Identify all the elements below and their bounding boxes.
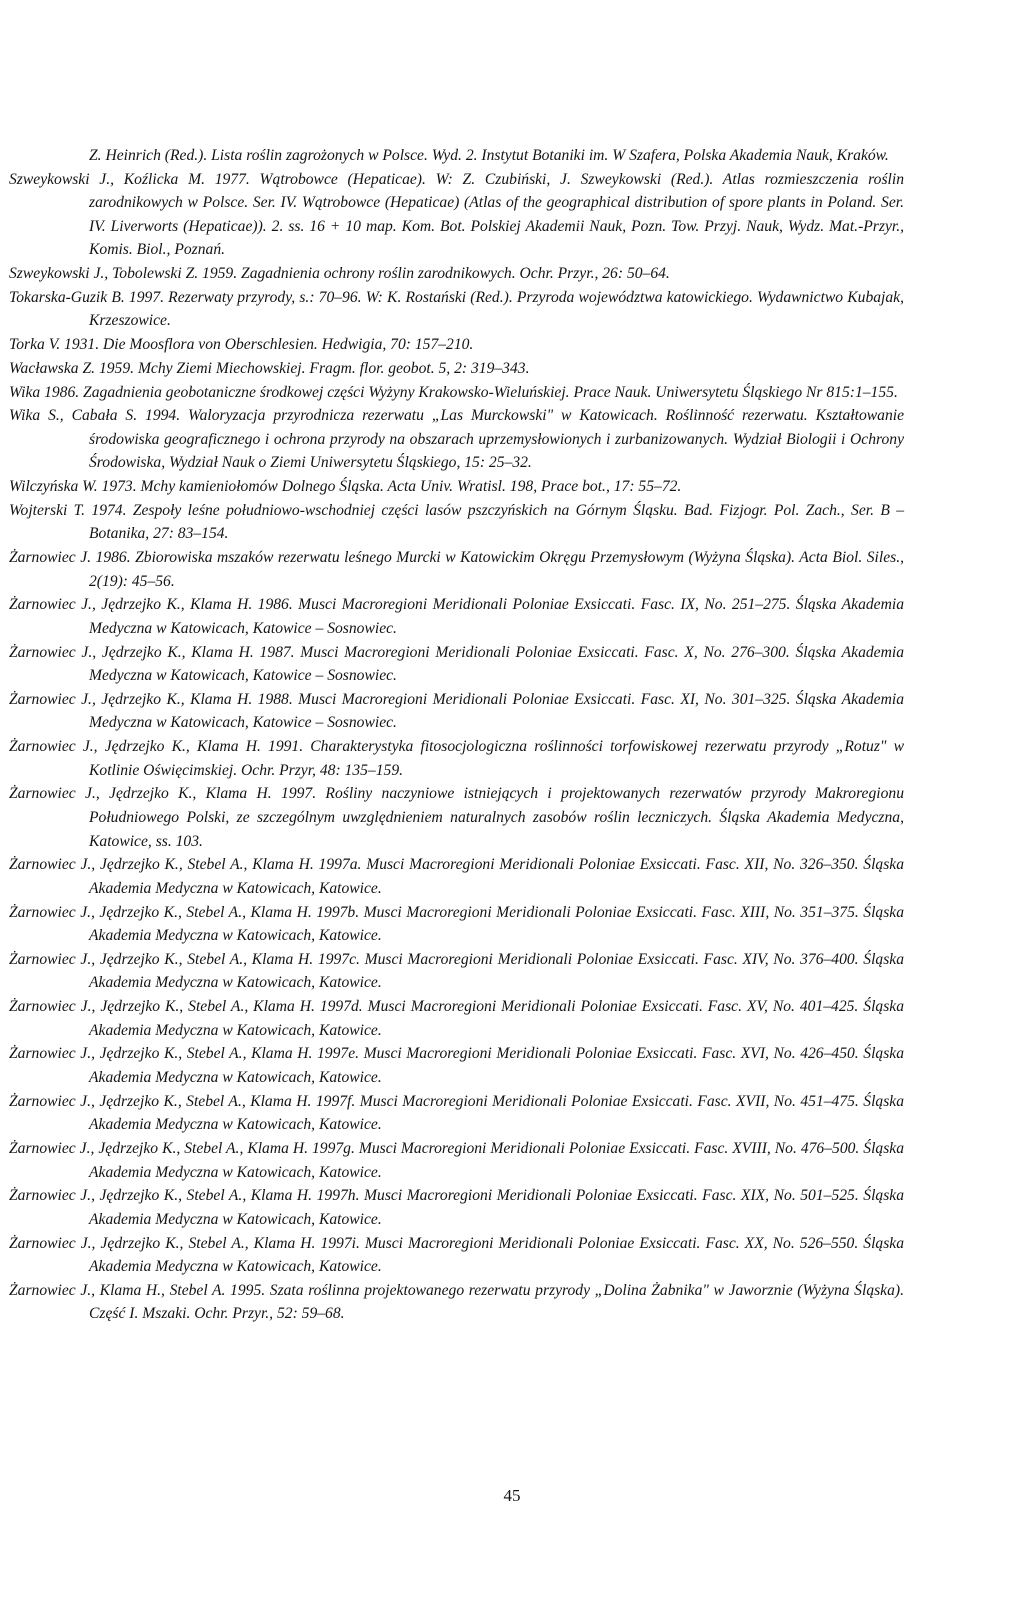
reference-item: Żarnowiec J., Jędrzejko K., Stebel A., Klama H. 1997e. Musci Macroregioni Meridionali Poloniae Exsiccati. Fasc. XVI, No. 426–450. Śląska Akademia Medyczna w Katowicach, Katowice.	[9, 1045, 904, 1087]
reference-item: Żarnowiec J., Jędrzejko K., Klama H. 1987. Musci Macroregioni Meridionali Poloniae Exsiccati. Fasc. X, No. 276–300. Śląska Akademia Medyczna w Katowicach, Katowice – Sosnowiec.	[9, 643, 904, 685]
reference-item: Żarnowiec J. 1986. Zbiorowiska mszaków rezerwatu leśnego Murcki w Katowickim Okręgu Przemysłowym (Wyżyna Śląska). Acta Biol. Siles., 2(19): 45–56.	[9, 549, 904, 590]
reference-item: Wika 1986. Zagadnienia geobotaniczne środkowej części Wyżyny Krakowsko-Wieluńskiej. Prace Nauk. Uniwersytetu Śląskiego Nr 815:1–155.	[9, 383, 898, 401]
reference-item: Żarnowiec J., Jędrzejko K., Stebel A., Klama H. 1997h. Musci Macroregioni Meridionali Poloniae Exsiccati. Fasc. XIX, No. 501–525. Śląska Akademia Medyczna w Katowicach, Katowice.	[9, 1187, 904, 1228]
reference-item: Wika S., Cabała S. 1994. Waloryzacja przyrodnicza rezerwatu „Las Murckowski" w Katowicach. Roślinność rezerwatu. Kształtowanie środowiska geograficznego i ochrona przyrody na obszarach uprzemysłowionych i zurbanizowanych. Wydział Biologii i Ochrony Środowiska, Wydział Nauk o Ziemi Uniwersytetu Śląskiego, 15: 25–32.	[9, 407, 904, 472]
reference-list	[9, 144, 904, 1326]
reference-item: Torka V. 1931. Die Moosflora von Oberschlesien. Hedwigia, 70: 157–210.	[9, 336, 474, 354]
reference-item: Żarnowiec J., Jędrzejko K., Stebel A., Klama H. 1997c. Musci Macroregioni Meridionali Poloniae Exsiccati. Fasc. XIV, No. 376–400. Śląska Akademia Medyczna w Katowicach, Katowice.	[9, 950, 904, 992]
reference-item: Żarnowiec J., Jędrzejko K., Klama H. 1997. Rośliny naczyniowe istniejących i projektowanych rezerwatów przyrody Makroregionu Południowego Polski, ze szczególnym uwzględnieniem naturalnych zasobów roślin leczniczych. Śląska Akademia Medyczna, Katowice, ss. 103.	[9, 785, 904, 850]
reference-item: Żarnowiec J., Jędrzejko K., Stebel A., Klama H. 1997a. Musci Macroregioni Meridionali Poloniae Exsiccati. Fasc. XII, No. 326–350. Śląska Akademia Medyczna w Katowicach, Katowice.	[9, 856, 904, 897]
reference-item: Szweykowski J., Koźlicka M. 1977. Wątrobowce (Hepaticae). W: Z. Czubiński, J. Szweykowski (Red.). Atlas rozmieszczenia roślin zarodnikowych w Polsce. Ser. IV. Wątrobowce (Hepaticae) (Atlas of the geographical distribution of spore plants in Poland. Ser. IV. Liverworts (Hepaticae)). 2. ss. 16 + 10 map. Kom. Bot. Polskiej Akademii Nauk, Pozn. Tow. Przyj. Nauk, Wydz. Mat.-Przyr., Komis. Biol., Poznań.	[9, 170, 904, 259]
reference-item: Żarnowiec J., Jędrzejko K., Stebel A., Klama H. 1997i. Musci Macroregioni Meridionali Poloniae Exsiccati. Fasc. XX, No. 526–550. Śląska Akademia Medyczna w Katowicach, Katowice.	[9, 1234, 904, 1276]
reference-item: Żarnowiec J., Jędrzejko K., Klama H. 1991. Charakterystyka fitosocjologiczna roślinności torfowiskowej rezerwatu przyrody „Rotuz" w Kotlinie Oświęcimskiej. Ochr. Przyr, 48: 135–159.	[9, 738, 904, 779]
reference-item: Żarnowiec J., Jędrzejko K., Stebel A., Klama H. 1997g. Musci Macroregioni Meridionali Poloniae Exsiccati. Fasc. XVIII, No. 476–500. Śląska Akademia Medyczna w Katowicach, Katowice.	[9, 1140, 904, 1181]
reference-item: Szweykowski J., Tobolewski Z. 1959. Zagadnienia ochrony roślin zarodnikowych. Ochr. Przyr., 26: 50–64.	[9, 265, 670, 283]
reference-item: Żarnowiec J., Klama H., Stebel A. 1995. Szata roślinna projektowanego rezerwatu przyrody „Dolina Żabnika" w Jaworznie (Wyżyna Śląska). Część I. Mszaki. Ochr. Przyr., 52: 59–68.	[9, 1281, 904, 1323]
reference-item: Żarnowiec J., Jędrzejko K., Stebel A., Klama H. 1997d. Musci Macroregioni Meridionali Poloniae Exsiccati. Fasc. XV, No. 401–425. Śląska Akademia Medyczna w Katowicach, Katowice.	[9, 998, 904, 1039]
page-number: 45	[503, 1486, 521, 1505]
reference-item: Wilczyńska W. 1973. Mchy kamieniołomów Dolnego Śląska. Acta Univ. Wratisl. 198, Prace bot., 17: 55–72.	[9, 478, 682, 496]
reference-item: Z. Heinrich (Red.). Lista roślin zagrożonych w Polsce. Wyd. 2. Instytut Botaniki im. W Szafera, Polska Akademia Nauk, Kraków.	[89, 147, 889, 164]
reference-item: Żarnowiec J., Jędrzejko K., Stebel A., Klama H. 1997b. Musci Macroregioni Meridionali Poloniae Exsiccati. Fasc. XIII, No. 351–375. Śląska Akademia Medyczna w Katowicach, Katowice.	[9, 903, 904, 945]
reference-item: Wacławska Z. 1959. Mchy Ziemi Miechowskiej. Fragm. flor. geobot. 5, 2: 319–343.	[9, 359, 530, 377]
reference-item: Żarnowiec J., Jędrzejko K., Klama H. 1988. Musci Macroregioni Meridionali Poloniae Exsiccati. Fasc. XI, No. 301–325. Śląska Akademia Medyczna w Katowicach, Katowice – Sosnowiec.	[9, 690, 904, 732]
reference-item: Wojterski T. 1974. Zespoły leśne południowo-wschodniej części lasów pszczyńskich na Górnym Śląsku. Bad. Fizjogr. Pol. Zach., Ser. B – Botanika, 27: 83–154.	[9, 501, 904, 543]
reference-item: Żarnowiec J., Jędrzejko K., Stebel A., Klama H. 1997f. Musci Macroregioni Meridionali Poloniae Exsiccati. Fasc. XVII, No. 451–475. Śląska Akademia Medyczna w Katowicach, Katowice.	[9, 1092, 904, 1134]
reference-item: Żarnowiec J., Jędrzejko K., Klama H. 1986. Musci Macroregioni Meridionali Poloniae Exsiccati. Fasc. IX, No. 251–275. Śląska Akademia Medyczna w Katowicach, Katowice – Sosnowiec.	[9, 596, 904, 637]
reference-item: Tokarska-Guzik B. 1997. Rezerwaty przyrody, s.: 70–96. W: K. Rostański (Red.). Przyroda województwa katowickiego. Wydawnictwo Kubajak, Krzeszowice.	[9, 288, 904, 330]
